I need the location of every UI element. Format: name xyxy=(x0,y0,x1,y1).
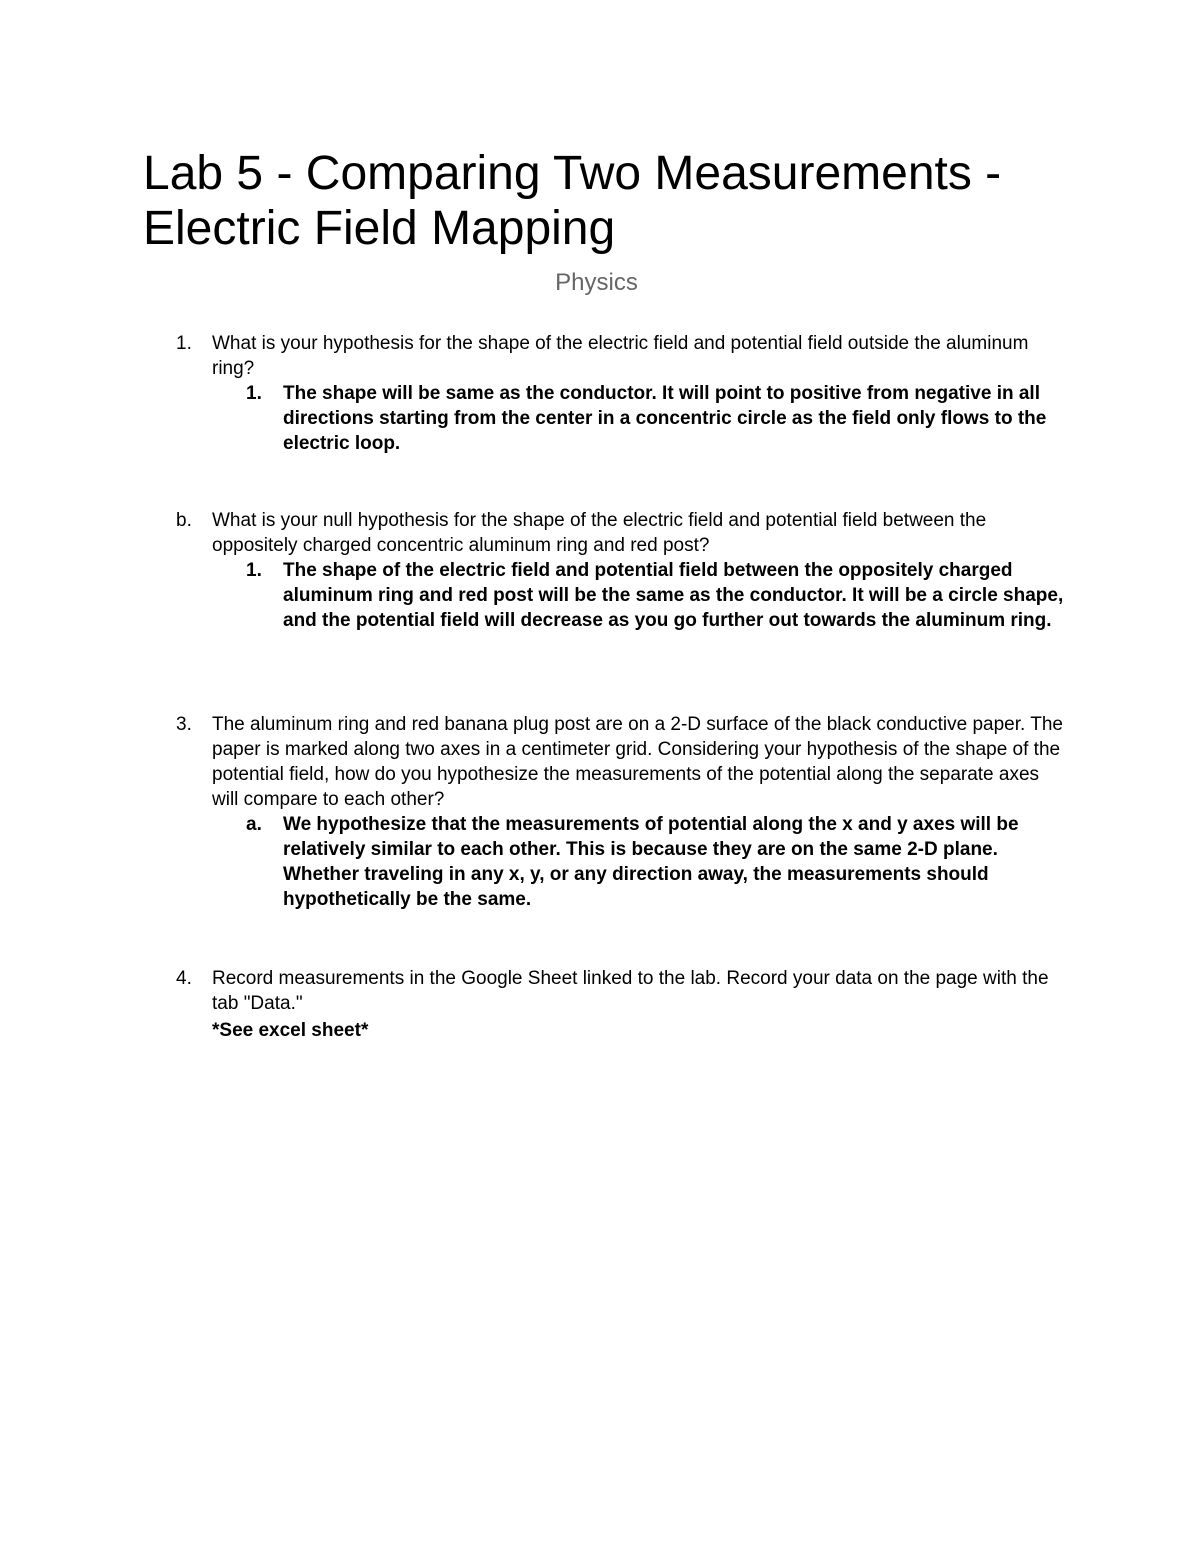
answer-text: The shape of the electric field and potential field between the oppositely charged aluminum ring and red post will be the same as the conductor. It will be a circle shape, and the potential field will decrease as you go further out towards the aluminum ring. xyxy=(283,560,1064,631)
page-subtitle: Physics xyxy=(555,269,638,296)
question-text: What is your null hypothesis for the shape of the electric field and potential field between the oppositely charged concentric aluminum ring and red post? xyxy=(212,510,987,556)
see-excel-note: *See excel sheet* xyxy=(212,1020,369,1041)
page-title: Lab 5 - Comparing Two Measurements - Electric Field Mapping xyxy=(143,147,1002,255)
answer-marker: 1. xyxy=(246,560,262,581)
answer-text: We hypothesize that the measurements of potential along the x and y axes will be relatively similar to each other. This is because they are on the same 2-D plane. Whether traveling in any x, y, or any direction away, the measurements should hypothetically be the same. xyxy=(283,814,1019,910)
answer-marker: a. xyxy=(246,814,262,835)
question-marker: 3. xyxy=(176,714,192,735)
question-marker: 1. xyxy=(176,333,192,354)
question-marker: 4. xyxy=(176,968,192,989)
answer-marker: 1. xyxy=(246,383,262,404)
question-text: What is your hypothesis for the shape of the electric field and potential field outside the aluminum ring? xyxy=(212,333,1029,379)
question-text: The aluminum ring and red banana plug post are on a 2-D surface of the black conductive paper. The paper is marked along two axes in a centimeter grid. Considering your hypothesis of the shape of the potential field, how do you hypothesize the measurements of the potential along the separate axes will compare to each other? xyxy=(212,714,1063,810)
question-marker: b. xyxy=(176,510,192,531)
question-text: Record measurements in the Google Sheet linked to the lab. Record your data on the page with the tab "Data." xyxy=(212,968,1049,1014)
answer-text: The shape will be same as the conductor. It will point to positive from negative in all directions starting from the center in a concentric circle as the field only flows to the electric loop. xyxy=(283,383,1047,454)
